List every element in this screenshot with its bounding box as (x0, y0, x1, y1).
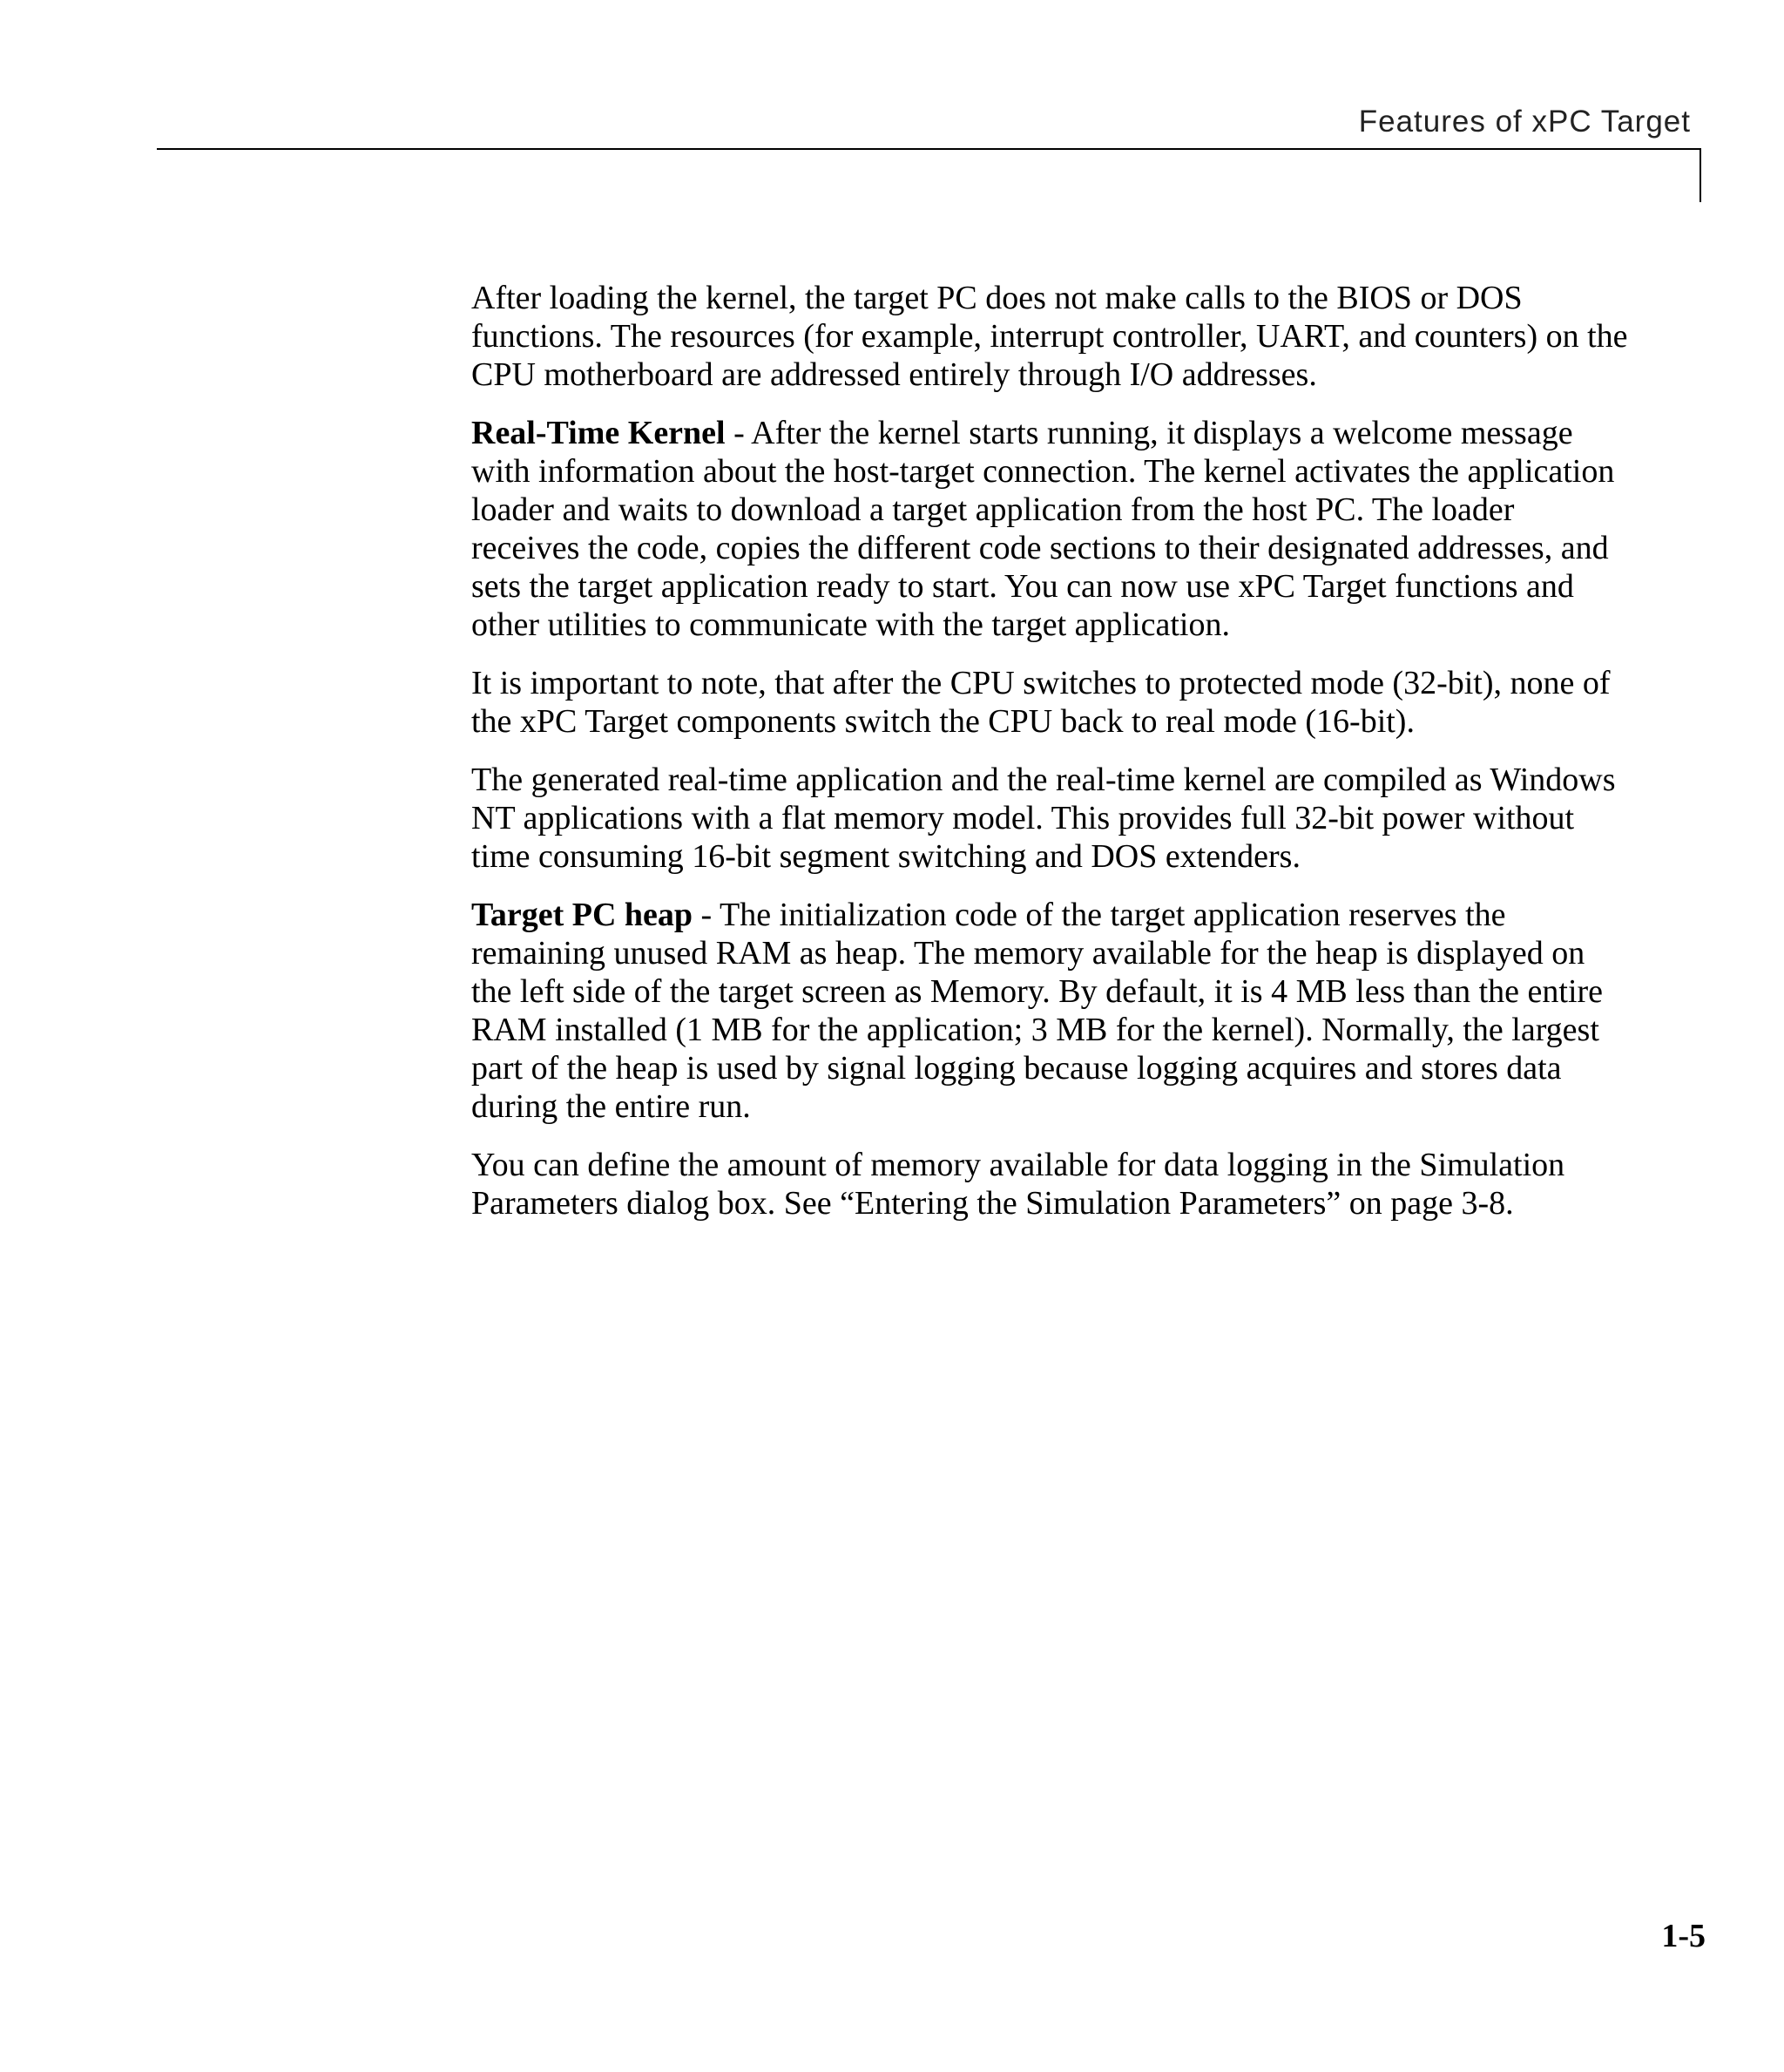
paragraph-data-logging-memory: You can define the amount of memory available for data logging in the Simulation Parameters dialog box. See “Entering the Simulation Parameters” on page 3-8. (471, 1147, 1565, 1222)
header-rule (157, 148, 1701, 150)
paragraph-target-pc-heap (471, 896, 1630, 1126)
term-target-pc-heap: Target PC heap (471, 897, 693, 933)
paragraph-protected-mode: It is important to note, that after the CPU switches to protected mode (32-bit), none of the xPC Target components switch the CPU back to real mode (16-bit). (471, 665, 1611, 740)
term-real-time-kernel: Real-Time Kernel (471, 415, 726, 451)
page-number: 1-5 (1661, 1918, 1706, 1954)
paragraph-memory-model: The generated real-time application and the real-time kernel are compiled as Windows NT applications with a flat memory model. This provides full 32-bit power without time consuming 16-bit segment switching and DOS extenders. (471, 762, 1616, 875)
paragraph-real-time-kernel (471, 414, 1630, 644)
paragraph-kernel-loading: After loading the kernel, the target PC does not make calls to the BIOS or DOS functions. The resources (for example, interrupt controller, UART, and counters) on the CPU motherboard are addressed entirely through I/O addresses. (471, 280, 1628, 393)
paragraph-target-pc-heap-text: - The initialization code of the target application reserves the remaining unused RAM as heap. The memory available for the heap is displayed on the left side of the target screen as Memory. By default, it is 4 MB less than the entire RAM installed (1 MB for the application; 3 MB for the kernel). Normally, the largest part of the heap is used by signal logging because logging acquires and stores data during the entire run. (471, 897, 1604, 1125)
body-text (471, 279, 1630, 1243)
header-rule-tick (1700, 148, 1701, 202)
paragraph-real-time-kernel-text: - After the kernel starts running, it displays a welcome message with information about the host-target connection. The kernel activates the application loader and waits to download a target application from the host PC. The loader receives the code, copies the different code sections to their designated addresses, and sets the target application ready to start. You can now use xPC Target functions and other utilities to communicate with the target application. (471, 415, 1615, 643)
running-head: Features of xPC Target (1358, 105, 1691, 139)
